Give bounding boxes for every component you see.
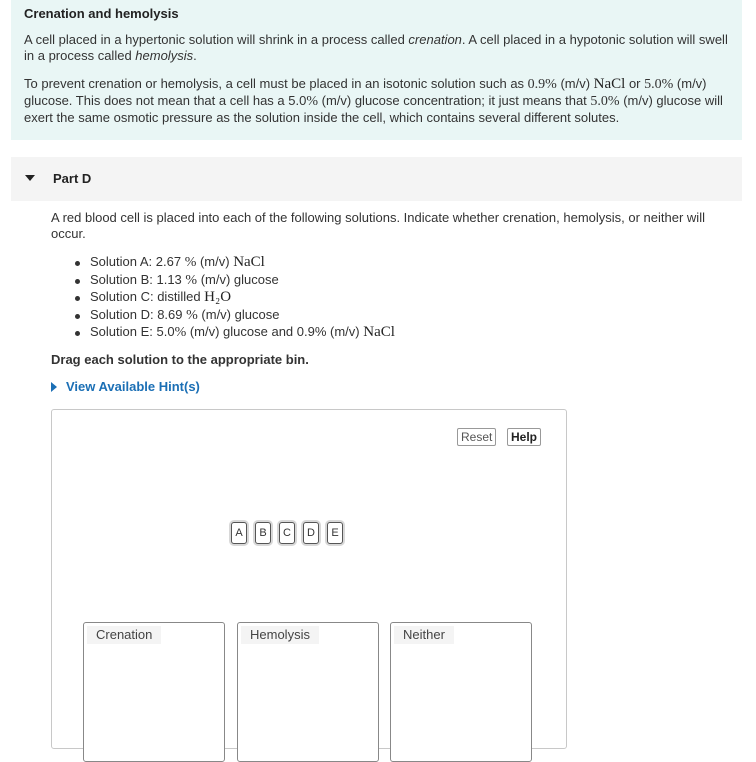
solution-item-c: Solution C: distilled H₂O bbox=[73, 289, 721, 307]
view-hints-link[interactable] bbox=[51, 379, 200, 394]
bin-hemolysis[interactable] bbox=[237, 622, 379, 762]
solution-item-a: Solution A: 2.67 % (m/v) NaCl bbox=[73, 254, 721, 272]
reset-button[interactable]: Reset bbox=[457, 428, 496, 446]
intro-paragraph-1: A cell placed in a hypertonic solution will shrink in a process called crenation. A cell placed in a hypotonic solution will swell in a process called hemolysis. bbox=[24, 32, 728, 63]
question-body bbox=[51, 210, 721, 368]
solution-item-d: Solution D: 8.69 % (m/v) glucose bbox=[73, 307, 721, 325]
solution-list bbox=[51, 254, 721, 342]
drag-tile-b[interactable]: B bbox=[255, 522, 271, 544]
collapse-caret-icon[interactable] bbox=[25, 175, 35, 181]
drag-tile-d[interactable]: D bbox=[303, 522, 319, 544]
help-button[interactable]: Help bbox=[507, 428, 541, 446]
part-title: Part D bbox=[53, 171, 92, 186]
bin-neither[interactable] bbox=[390, 622, 532, 762]
intro-paragraph-2: To prevent crenation or hemolysis, a cell must be placed in an isotonic solution such as 0.9% (m/v) NaCl or 5.0% (m/v) glucose. This does not mean that a cell has a 5.0% (m/v) glucose concentration; it just means that 5.0% (m/v) glucose will exert the same osmotic pressure as the solution inside the cell, which contains several different solutes. bbox=[24, 76, 723, 125]
part-d-header[interactable] bbox=[11, 157, 742, 201]
expand-caret-icon[interactable] bbox=[51, 382, 57, 392]
drag-tile-c[interactable]: C bbox=[279, 522, 295, 544]
question-prompt: A red blood cell is placed into each of the following solutions. Indicate whether crenation, hemolysis, or neither will occur. bbox=[51, 210, 705, 241]
drag-tile-a[interactable]: A bbox=[231, 522, 247, 544]
view-hints-label[interactable]: View Available Hint(s) bbox=[66, 379, 200, 394]
bin-crenation[interactable] bbox=[83, 622, 225, 762]
bin-label-neither: Neither bbox=[394, 626, 454, 644]
bin-label-hemolysis: Hemolysis bbox=[241, 626, 319, 644]
drag-drop-workspace bbox=[51, 409, 567, 749]
tile-pool bbox=[231, 522, 351, 544]
drag-instruction: Drag each solution to the appropriate bin. bbox=[51, 351, 309, 367]
solution-item-b: Solution B: 1.13 % (m/v) glucose bbox=[73, 272, 721, 290]
intro-title: Crenation and hemolysis bbox=[24, 6, 179, 21]
intro-panel bbox=[11, 0, 742, 140]
drag-tile-e[interactable]: E bbox=[327, 522, 343, 544]
solution-item-e: Solution E: 5.0% (m/v) glucose and 0.9% (m/v) NaCl bbox=[73, 324, 721, 342]
bin-label-crenation: Crenation bbox=[87, 626, 161, 644]
